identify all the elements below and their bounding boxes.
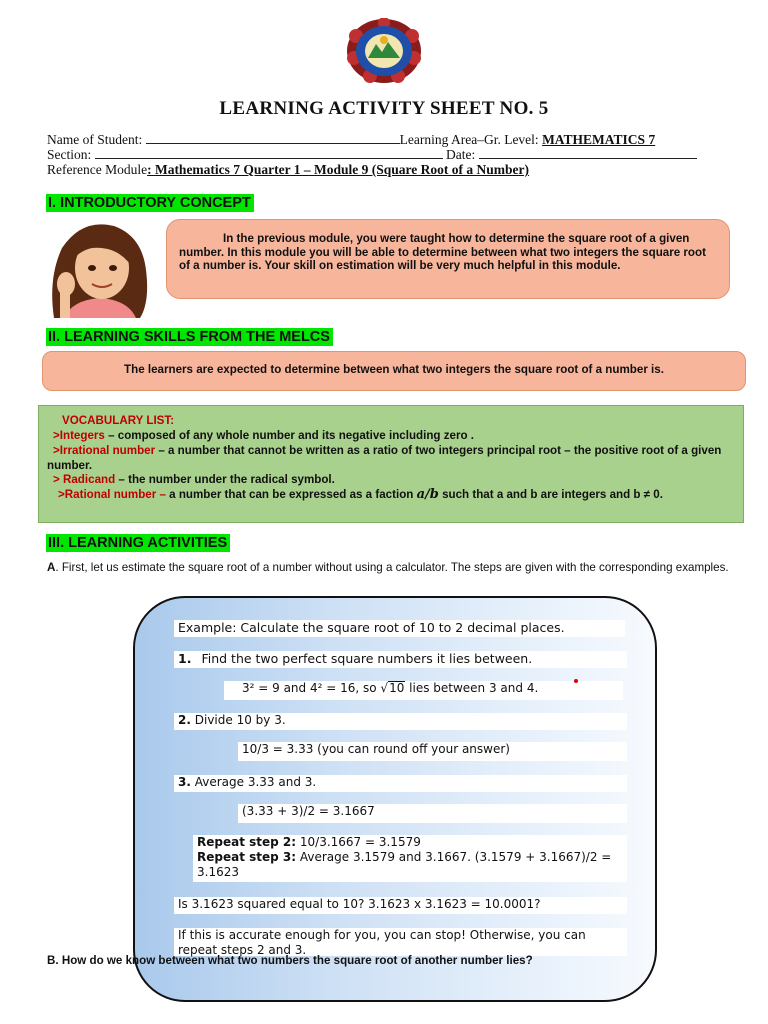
activity-a-text — [47, 561, 737, 575]
vocab-definition-end: such that a and b are integers and b ≠ 0. — [438, 488, 663, 501]
repeat-step-2 — [197, 835, 627, 850]
repeat-label: Repeat step 2: — [197, 835, 297, 849]
red-dot-mark — [574, 679, 578, 683]
intro-heading: I. INTRODUCTORY CONCEPT — [46, 194, 254, 212]
skills-text: The learners are expected to determine between what two integers the square root of a number is. — [124, 363, 664, 376]
repeat-text: 10/3.1667 = 3.1579 — [296, 835, 421, 849]
vocab-definition: composed of any whole number and its negative including zero . — [117, 429, 475, 442]
activity-b-question: B. How do we know between what two numbers the square root of another number lies? — [47, 954, 533, 967]
vocab-definition: a number that cannot be written as a ratio of two integers principal root – the positive root of a given number. — [47, 444, 722, 472]
name-label: Name of Student: — [47, 132, 143, 147]
area-label: Learning Area–Gr. Level: — [399, 132, 539, 147]
intro-text — [179, 232, 719, 273]
step-text: Find the two perfect square numbers it lies between. — [201, 651, 533, 666]
stop-note — [174, 928, 627, 956]
step-2 — [174, 713, 627, 730]
school-seal-icon — [346, 18, 422, 84]
equation-text-end: lies between 3 and 4. — [405, 681, 539, 695]
stop-note-line-1: If this is accurate enough for you, you can stop! Otherwise, you can — [178, 928, 586, 942]
vocab-item-integers — [53, 429, 743, 444]
module-label: Reference Module — [47, 162, 148, 177]
step-text: Divide 10 by 3. — [194, 713, 286, 727]
intro-paragraph: In the previous module, you were taught how to determine the square root of a given number. In this module you will be able to determine between what two integers the square root of a number is. Your skill on estimation will be very much helpful in this module. — [179, 232, 706, 273]
vocab-term: >Integers — [53, 429, 105, 442]
activity-a-body: . First, let us estimate the square root of a number without using a calculator. The steps are given with the corresponding examples. — [55, 561, 729, 574]
step-2-equation: 10/3 = 3.33 (you can round off your answer) — [238, 742, 627, 761]
name-field[interactable] — [146, 132, 400, 144]
repeat-steps — [193, 835, 627, 882]
activities-heading: III. LEARNING ACTIVITIES — [46, 534, 230, 552]
vocab-definition: a number that can be expressed as a faction — [169, 488, 417, 501]
module-row — [47, 162, 529, 178]
step-number: 1. — [178, 651, 192, 666]
vocabulary-heading: VOCABULARY LIST: — [62, 414, 175, 427]
step-number: 2. — [178, 713, 191, 727]
vocab-sep: – — [104, 429, 118, 442]
student-info-row — [47, 132, 655, 148]
example-heading: Example: Calculate the square root of 10 to 2 decimal places. — [174, 620, 625, 637]
stop-note-line-2: repeat steps 2 and 3. — [178, 943, 307, 957]
activity-a-label: A — [47, 561, 56, 574]
repeat-text: Average 3.1579 and 3.1667. (3.1579 + 3.1667)/2 = — [296, 850, 612, 864]
sheet-title: LEARNING ACTIVITY SHEET NO. 5 — [219, 98, 549, 119]
radical-sign: √ — [380, 681, 389, 695]
vocab-definition: the number under the radical symbol. — [128, 473, 335, 486]
section-label: Section: — [47, 147, 92, 162]
vocab-term: >Rational number – — [58, 488, 166, 501]
vocab-sep: – — [115, 473, 129, 486]
section-field[interactable] — [95, 147, 443, 159]
repeat-label: Repeat step 3: — [197, 850, 297, 864]
repeat-step-3 — [197, 850, 627, 865]
skills-heading: II. LEARNING SKILLS FROM THE MELCS — [46, 328, 333, 346]
vocab-item-radicand — [53, 473, 743, 488]
vocab-item-rational — [47, 488, 737, 503]
equation-text: 3² = 9 and 4² = 16, so — [242, 681, 381, 695]
step-1 — [174, 651, 627, 668]
repeat-result: 3.1623 — [197, 865, 239, 879]
section-info-row — [47, 147, 697, 163]
fraction-a-over-b: a/b — [416, 487, 439, 502]
vocab-sep: – — [155, 444, 169, 457]
vocab-term: > Radicand — [53, 473, 116, 486]
area-value: MATHEMATICS 7 — [542, 132, 656, 147]
module-value: : Mathematics 7 Quarter 1 – Module 9 (Square Root of a Number) — [147, 162, 530, 177]
date-label: Date: — [446, 147, 476, 162]
girl-thinking-avatar — [42, 218, 160, 318]
date-field[interactable] — [479, 147, 697, 159]
vocab-term: >Irrational number — [53, 444, 156, 457]
radicand: 10 — [389, 681, 405, 695]
vocab-item-irrational — [47, 444, 737, 473]
check-line: Is 3.1623 squared equal to 10? 3.1623 x 3.1623 = 10.0001? — [174, 897, 627, 914]
step-text: Average 3.33 and 3. — [194, 775, 317, 789]
step-3 — [174, 775, 627, 792]
step-number: 3. — [178, 775, 191, 789]
step-3-equation: (3.33 + 3)/2 = 3.1667 — [238, 804, 627, 823]
step-1-equation — [224, 681, 623, 700]
